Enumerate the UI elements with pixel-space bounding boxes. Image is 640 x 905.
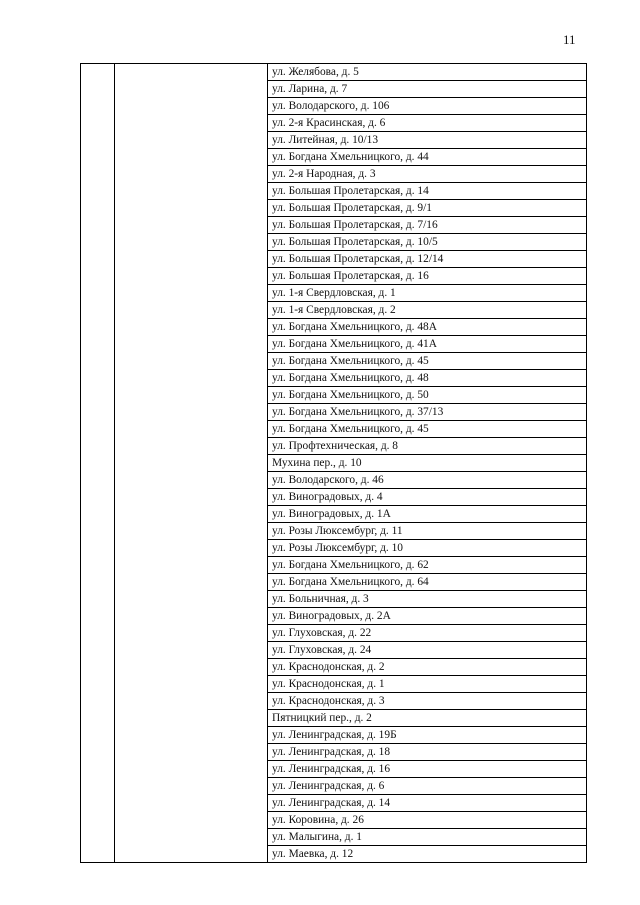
address-cell: ул. Володарского, д. 46 [268,472,587,489]
address-cell: ул. Большая Пролетарская, д. 14 [268,183,587,200]
address-cell: ул. Больничная, д. 3 [268,591,587,608]
address-cell: ул. Розы Люксембург, д. 10 [268,540,587,557]
page-number: 11 [563,32,576,47]
address-cell: ул. Ленинградская, д. 19Б [268,727,587,744]
address-cell: ул. 1-я Свердловская, д. 2 [268,302,587,319]
address-cell: ул. Коровина, д. 26 [268,812,587,829]
address-cell: ул. Краснодонская, д. 2 [268,659,587,676]
address-table [80,63,587,863]
address-cell: ул. Розы Люксембург, д. 11 [268,523,587,540]
address-cell: ул. Маевка, д. 12 [268,846,587,863]
address-cell: ул. Глуховская, д. 24 [268,642,587,659]
address-cell: ул. Виноградовых, д. 2А [268,608,587,625]
address-cell: ул. Большая Пролетарская, д. 10/5 [268,234,587,251]
address-cell: ул. Глуховская, д. 22 [268,625,587,642]
address-cell: ул. Малыгина, д. 1 [268,829,587,846]
address-cell: ул. Ларина, д. 7 [268,81,587,98]
address-cell: ул. Богдана Хмельницкого, д. 64 [268,574,587,591]
address-cell: ул. Богдана Хмельницкого, д. 50 [268,387,587,404]
table-body [81,64,587,863]
address-cell: ул. Краснодонская, д. 1 [268,676,587,693]
address-cell: ул. Ленинградская, д. 18 [268,744,587,761]
empty-name-column [115,64,268,863]
address-cell: ул. 1-я Свердловская, д. 1 [268,285,587,302]
address-cell: ул. 2-я Народная, д. 3 [268,166,587,183]
empty-number-column [81,64,115,863]
address-cell: ул. Богдана Хмельницкого, д. 45 [268,353,587,370]
address-cell: ул. Желябова, д. 5 [268,64,587,81]
address-cell: ул. Большая Пролетарская, д. 12/14 [268,251,587,268]
address-cell: ул. Богдана Хмельницкого, д. 41А [268,336,587,353]
address-cell: ул. Виноградовых, д. 4 [268,489,587,506]
address-cell: ул. Ленинградская, д. 14 [268,795,587,812]
address-cell: ул. Богдана Хмельницкого, д. 48 [268,370,587,387]
address-cell: ул. Ленинградская, д. 6 [268,778,587,795]
address-cell: ул. Виноградовых, д. 1А [268,506,587,523]
address-cell: ул. Большая Пролетарская, д. 7/16 [268,217,587,234]
address-cell: ул. Богдана Хмельницкого, д. 45 [268,421,587,438]
address-cell: ул. Богдана Хмельницкого, д. 62 [268,557,587,574]
address-cell: ул. Литейная, д. 10/13 [268,132,587,149]
address-cell: ул. Краснодонская, д. 3 [268,693,587,710]
address-cell: ул. Профтехническая, д. 8 [268,438,587,455]
address-cell: ул. Богдана Хмельницкого, д. 37/13 [268,404,587,421]
address-cell: ул. Большая Пролетарская, д. 9/1 [268,200,587,217]
address-cell: ул. Большая Пролетарская, д. 16 [268,268,587,285]
address-cell: ул. 2-я Красинская, д. 6 [268,115,587,132]
address-cell: Мухина пер., д. 10 [268,455,587,472]
table-row [81,64,587,81]
address-cell: ул. Богдана Хмельницкого, д. 44 [268,149,587,166]
address-cell: ул. Ленинградская, д. 16 [268,761,587,778]
address-cell: ул. Володарского, д. 106 [268,98,587,115]
address-cell: ул. Богдана Хмельницкого, д. 48А [268,319,587,336]
address-cell: Пятницкий пер., д. 2 [268,710,587,727]
